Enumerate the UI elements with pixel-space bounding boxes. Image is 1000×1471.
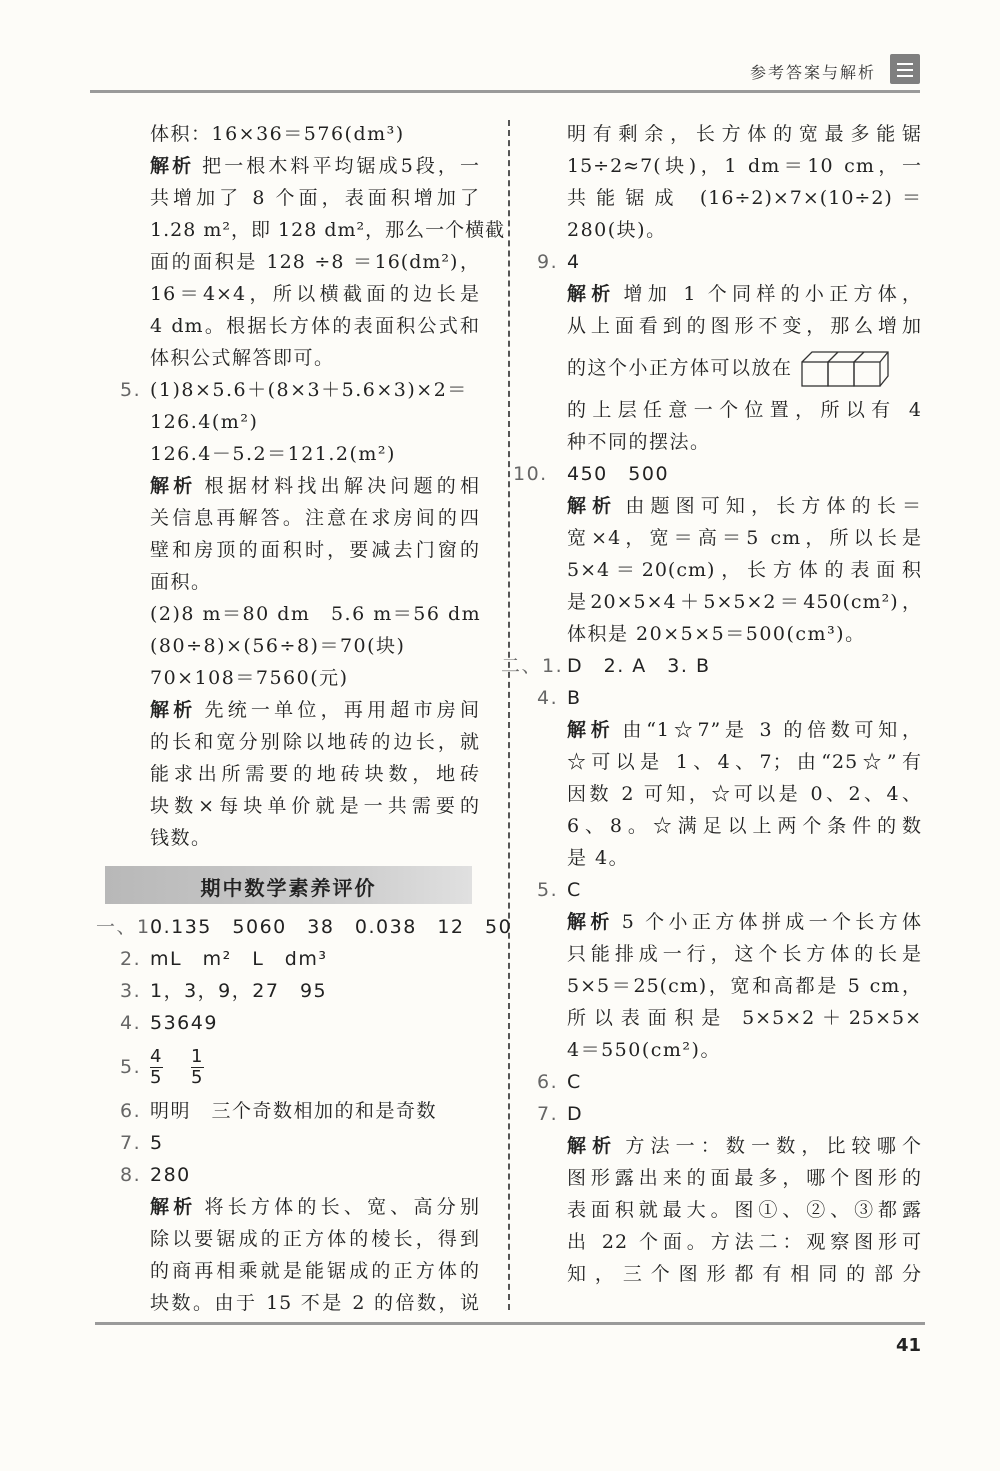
text-line: 增加 1 个同样的小正方体，: [623, 283, 922, 305]
numerator: 4: [150, 1046, 163, 1067]
question-number: 7.: [120, 1132, 142, 1154]
answer-text: 5: [150, 1132, 164, 1154]
answer-text: 4: [567, 251, 581, 273]
fraction: [191, 1047, 204, 1088]
text-line: 体积是 20×5×5＝500(cm³)。: [567, 623, 866, 645]
analysis-label: 解析: [567, 283, 616, 305]
text-line: 由题图可知，长方体的长＝: [625, 495, 922, 517]
text-line: 体积公式解答即可。: [150, 347, 335, 369]
answer-text: 280: [150, 1164, 191, 1186]
text-line: ☆可以是 1、4、7；由“25☆”有: [567, 751, 922, 773]
answer-text: D: [567, 1103, 584, 1125]
analysis-line: [567, 714, 922, 746]
question-number: 5.: [120, 1056, 142, 1078]
text-line: 4 dm。根据长方体的表面积公式和: [150, 315, 480, 337]
text-line: 出 22 个面。方法二：观察图形可: [567, 1231, 922, 1253]
text-line: 的上层任意一个位置，所以有 4: [567, 399, 922, 421]
question-number: 二、1.: [501, 655, 564, 677]
text-line: 是20×5×4＋5×5×2＝450(cm²)，: [567, 591, 922, 613]
header-title: 参考答案与解析: [749, 63, 876, 82]
answer-line: [96, 911, 513, 943]
numerator: 1: [190, 1046, 204, 1067]
analysis-label: 解析: [150, 475, 197, 497]
text-line: 的商再相乘就是能锯成的正方体的: [150, 1260, 480, 1282]
analysis-label: 解析: [150, 1196, 197, 1218]
text-line: 280(块)。: [567, 219, 667, 241]
page-header: [90, 52, 920, 94]
text-line: 的长和宽分别除以地砖的边长，就: [150, 731, 480, 753]
text-line: 共能锯成 (16÷2)×7×(10÷2)＝: [567, 187, 922, 209]
question-number: 3.: [120, 980, 142, 1002]
text-line: 由“1☆7”是 3 的倍数可知，: [622, 719, 922, 741]
question-5-line: [120, 374, 480, 406]
text-line: 126.4－5.2＝121.2(m²): [150, 443, 396, 465]
answer-line: [120, 1039, 480, 1095]
text-line: 钱数。: [150, 827, 212, 849]
answer-text: 0.135 5060 38 0.038 12 50: [150, 916, 513, 938]
text-line: 除以要锯成的正方体的棱长，得到: [150, 1228, 480, 1250]
denominator: 5: [150, 1067, 163, 1088]
analysis-label: 解析: [150, 699, 197, 721]
answer-line: [537, 246, 922, 278]
text-line: 块数。由于 15 不是 2 的倍数，说: [150, 1292, 480, 1314]
text-line: 的这个小正方体可以放在: [567, 357, 793, 379]
cube-row-figure: [800, 350, 890, 388]
answer-text: C: [567, 1071, 582, 1093]
text-line: 方法一：数一数，比较哪个: [625, 1135, 922, 1157]
question-number: 7.: [537, 1103, 559, 1125]
text-line: 是 4。: [567, 847, 630, 869]
text-line: 能求出所需要的地砖块数，地砖: [150, 763, 480, 785]
text-line: 4＝550(cm²)。: [567, 1039, 721, 1061]
text-line: (1)8×5.6＋(8×3＋5.6×3)×2＝: [150, 379, 468, 401]
analysis-line: [150, 694, 480, 726]
analysis-label: 解析: [567, 911, 614, 933]
question-number: 5.: [120, 379, 142, 401]
answer-line: [120, 1095, 480, 1127]
answer-text: 明明 三个奇数相加的和是奇数: [150, 1100, 438, 1122]
text-line-with-figure: [567, 342, 922, 394]
header-rule: [90, 90, 920, 93]
answer-text: 53649: [150, 1012, 218, 1034]
text-line: 5×5＝25(cm)，宽和高都是 5 cm，: [567, 975, 922, 997]
question-number: 8.: [120, 1164, 142, 1186]
question-number: 6.: [537, 1071, 559, 1093]
answer-line: [537, 1098, 922, 1130]
analysis-line: [150, 1191, 480, 1223]
text-line: 126.4(m²): [150, 411, 259, 433]
text-line: (2)8 m＝80 dm 5.6 m＝56 dm: [150, 603, 482, 625]
analysis-label: 解析: [150, 155, 195, 177]
text-line: 知，三个图形都有相同的部分: [567, 1263, 922, 1285]
text-line: 5 个小正方体拼成一个长方体: [621, 911, 922, 933]
text-line: 明有剩余，长方体的宽最多能锯: [567, 123, 922, 145]
answer-line: [537, 874, 922, 906]
text-line: 面积。: [150, 571, 212, 593]
left-column: [120, 118, 506, 854]
text-line: 壁和房顶的面积时，要减去门窗的: [150, 539, 480, 561]
text-line: 70×108＝7560(元): [150, 667, 349, 689]
question-number: 4.: [537, 687, 559, 709]
text-line: (80÷8)×(56÷8)＝70(块): [150, 635, 406, 657]
answer-text: B: [567, 687, 582, 709]
footer-rule: [95, 1322, 925, 1325]
section-title: 期中数学素养评价: [200, 876, 377, 900]
text-line: 1.28 m²，即 128 dm²，那么一个横截: [150, 219, 506, 241]
answer-text: C: [567, 879, 582, 901]
answer-text: mL m² L dm³: [150, 948, 328, 970]
text-line: 根据材料找出解决问题的相: [204, 475, 480, 497]
page-number: 41: [896, 1335, 922, 1356]
answer-line: [513, 458, 922, 490]
text-line: 种不同的摆法。: [567, 431, 711, 453]
analysis-line: [567, 906, 922, 938]
column-divider: [508, 120, 510, 1310]
analysis-line: [567, 1130, 922, 1162]
text-line: 6、8。☆满足以上两个条件的数: [567, 815, 922, 837]
text-line: 把一根木料平均锯成5段，一: [202, 155, 480, 177]
text-line: 块数×每块单价就是一共需要的: [150, 795, 480, 817]
text-line: 图形露出来的面最多，哪个图形的: [567, 1167, 922, 1189]
answer-line: [120, 1127, 480, 1159]
text-line: 因数 2 可知，☆可以是 0、2、4、: [567, 783, 922, 805]
answer-line: [537, 682, 922, 714]
text-line: 5×4＝20(cm)，长方体的表面积: [567, 559, 922, 581]
analysis-line: [567, 278, 922, 310]
text-line: 所以表面积是 5×5×2＋25×5×: [567, 1007, 922, 1029]
question-number: 5.: [537, 879, 559, 901]
question-number: 10.: [513, 463, 548, 485]
analysis-line: [567, 490, 922, 522]
text-line: 16＝4×4，所以横截面的边长是: [150, 283, 480, 305]
question-number: 2.: [120, 948, 142, 970]
left-column-lower: [96, 911, 513, 1319]
text-line: 宽×4，宽＝高＝5 cm，所以长是: [567, 527, 922, 549]
denominator: 5: [190, 1067, 204, 1088]
answer-text: 450 500: [567, 463, 670, 485]
text-line: 共增加了 8 个面，表面积增加了: [150, 187, 480, 209]
section-banner: [105, 866, 472, 904]
answer-line: [120, 1007, 480, 1039]
question-number: 6.: [120, 1100, 142, 1122]
text-line: 从上面看到的图形不变，那么增加: [567, 315, 922, 337]
text-line: 面的面积是 128 ÷8 ＝16(dm²)，: [150, 251, 480, 273]
answer-line: [120, 975, 480, 1007]
analysis-line: [150, 470, 480, 502]
answer-line: [537, 1066, 922, 1098]
answer-line: [120, 943, 480, 975]
fraction: [150, 1047, 163, 1088]
right-column: [501, 118, 922, 1290]
answer-line: [120, 1159, 480, 1191]
text-line: 体积：16×36＝576(dm³): [150, 123, 405, 145]
question-number: 9.: [537, 251, 559, 273]
analysis-label: 解析: [567, 1135, 618, 1157]
text-line: 关信息再解答。注意在求房间的四: [150, 507, 480, 529]
question-number: 4.: [120, 1012, 142, 1034]
text-line: 将长方体的长、宽、高分别: [204, 1196, 480, 1218]
text-line: 15÷2≈7(块)，1 dm＝10 cm，一: [567, 155, 922, 177]
analysis-label: 解析: [567, 495, 618, 517]
question-number: 一、1.: [96, 916, 159, 938]
answer-line: [501, 650, 922, 682]
text-line: 先统一单位，再用超市房间: [204, 699, 480, 721]
analysis-label: 解析: [567, 719, 615, 741]
answer-text: D 2. A 3. B: [567, 655, 711, 677]
text-line: 表面积就最大。图①、②、③都露: [567, 1199, 922, 1221]
analysis-line: [150, 150, 480, 182]
book-icon: [890, 54, 920, 84]
answer-text: 1，3，9，27 95: [150, 980, 328, 1002]
text-line: 只能排成一行，这个长方体的长是: [567, 943, 922, 965]
